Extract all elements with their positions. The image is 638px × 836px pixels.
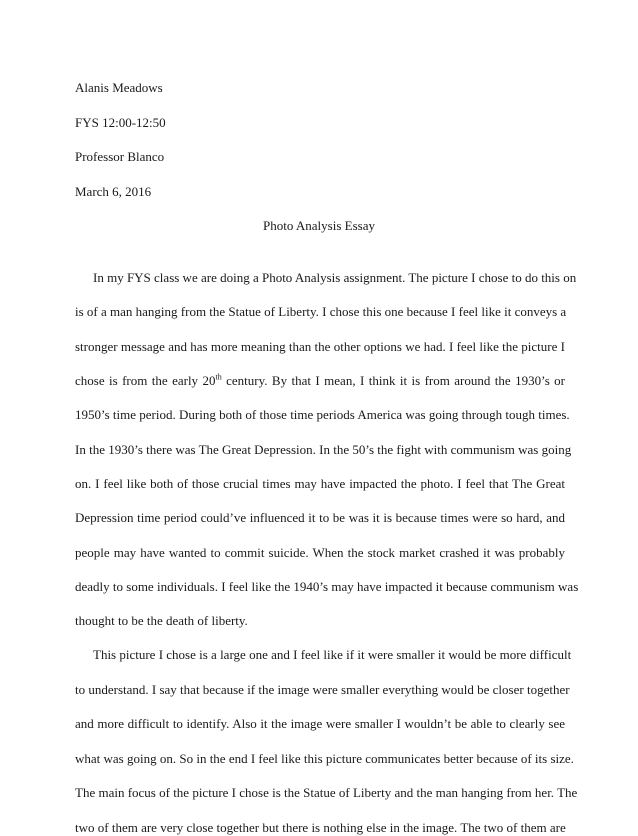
paragraph-1-line-2: is of a man hanging from the Statue of Liberty. I chose this one because I feel like it conveys a <box>75 304 567 319</box>
paragraph-2-line-3: and more difficult to identify. Also it the image were smaller I wouldn’t be able to clearly see <box>75 716 565 731</box>
paragraph-1-line-4 <box>75 373 565 389</box>
paragraph-2-line-6: two of them are very close together but there is nothing else in the image. The two of them are <box>75 819 566 835</box>
student-name: Alanis Meadows <box>75 80 163 95</box>
paragraph-2-line-4: what was going on. So in the end I feel like this picture communicates better because of its size. <box>75 750 574 766</box>
paragraph-1-line-4-start: chose is from the early 20 <box>75 373 216 388</box>
course-line: FYS 12:00-12:50 <box>75 115 166 130</box>
paragraph-2-line-1: This picture I chose is a large one and I feel like if it were smaller it would be more difficult <box>93 647 572 662</box>
paragraph-1-line-4-end: century. By that I mean, I think it is from around the 1930’s or <box>221 373 566 388</box>
paragraph-1-line-5: 1950’s time period. During both of those time periods America was going through tough times. <box>75 407 570 422</box>
professor-line: Professor Blanco <box>75 149 165 164</box>
date-line: March 6, 2016 <box>75 184 152 199</box>
paragraph-2-line-2: to understand. I say that because if the image were smaller everything would be closer together <box>75 681 570 697</box>
paragraph-1-line-1: In my FYS class we are doing a Photo Analysis assignment. The picture I chose to do this on <box>93 270 577 285</box>
paragraph-1-line-9: people may have wanted to commit suicide. When the stock market crashed it was probably <box>75 545 565 560</box>
paragraph-1-line-11: thought to be the death of liberty. <box>75 613 248 628</box>
paragraph-1-line-6: In the 1930’s there was The Great Depression. In the 50’s the fight with communism was going <box>75 442 572 457</box>
paragraph-1-line-8: Depression time period could’ve influenced it to be was it is because times were so hard, and <box>75 510 565 525</box>
paragraph-1-line-3: stronger message and has more meaning than the other options we had. I feel like the picture I <box>75 339 565 354</box>
paragraph-1-line-10: deadly to some individuals. I feel like the 1940’s may have impacted it because communism was <box>75 579 579 594</box>
essay-title: Photo Analysis Essay <box>263 218 375 233</box>
superscript-th: th <box>215 372 222 382</box>
paragraph-2-line-5: The main focus of the picture I chose is the Statue of Liberty and the man hanging from her. The <box>75 785 578 800</box>
paragraph-1-line-7: on. I feel like both of those crucial times may have impacted the photo. I feel that The Great <box>75 476 565 491</box>
essay-body <box>75 0 579 835</box>
